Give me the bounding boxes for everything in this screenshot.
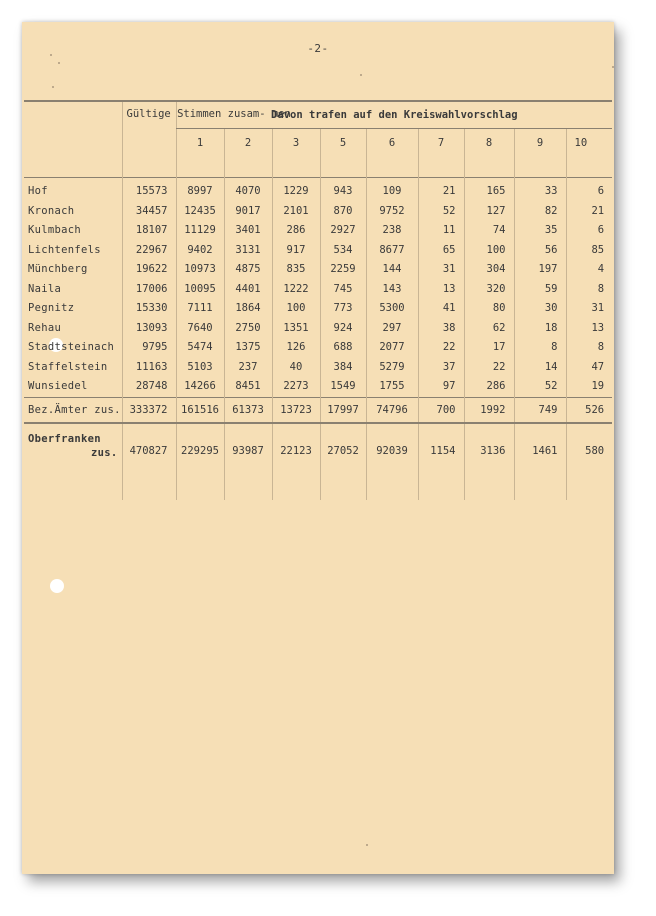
vote-count-cell: 8 xyxy=(566,280,612,300)
column-header: 7 xyxy=(418,129,464,178)
column-header: 6 xyxy=(366,129,418,178)
valid-votes-cell: 19622 xyxy=(122,260,176,280)
header-blank-cell xyxy=(24,101,122,129)
vote-count-cell: 229295 xyxy=(176,423,224,500)
paper-speck xyxy=(360,74,362,76)
district-name: Hof xyxy=(28,185,48,197)
vote-count-cell: 127 xyxy=(464,202,514,222)
valid-votes-cell: 18107 xyxy=(122,221,176,241)
vote-count-cell: 5279 xyxy=(366,358,418,378)
vote-count-cell: 526 xyxy=(566,397,612,423)
vote-count-cell: 31 xyxy=(418,260,464,280)
vote-count-cell: 9017 xyxy=(224,202,272,222)
table-row xyxy=(24,280,612,300)
vote-count-cell: 47 xyxy=(566,358,612,378)
vote-count-cell: 304 xyxy=(464,260,514,280)
vote-count-cell: 1461 xyxy=(514,423,566,500)
vote-count-cell: 17 xyxy=(464,338,514,358)
vote-count-cell: 2927 xyxy=(320,221,366,241)
vote-count-cell: 14266 xyxy=(176,377,224,397)
vote-count-cell: 21 xyxy=(418,182,464,202)
table-row xyxy=(24,299,612,319)
vote-count-cell: 165 xyxy=(464,182,514,202)
paper-speck xyxy=(366,844,368,846)
vote-count-cell: 97 xyxy=(418,377,464,397)
vote-count-cell: 1755 xyxy=(366,377,418,397)
grand-total-label-line1: Oberfranken xyxy=(28,432,101,445)
valid-votes-cell: 11163 xyxy=(122,358,176,378)
vote-count-cell: 8 xyxy=(514,338,566,358)
table-row xyxy=(24,358,612,378)
vote-count-cell: 143 xyxy=(366,280,418,300)
district-name: Lichtenfels xyxy=(28,243,101,256)
vote-count-cell: 12435 xyxy=(176,202,224,222)
paper-speck xyxy=(50,54,52,56)
grand-total-label xyxy=(24,423,122,500)
vote-count-cell: 100 xyxy=(272,299,320,319)
vote-count-cell: 2077 xyxy=(366,338,418,358)
vote-count-cell: 9402 xyxy=(176,241,224,261)
vote-count-cell: 870 xyxy=(320,202,366,222)
vote-count-cell: 22 xyxy=(418,338,464,358)
table-row xyxy=(24,221,612,241)
district-name: Naila xyxy=(28,282,62,295)
vote-count-cell: 85 xyxy=(566,241,612,261)
vote-count-cell: 4401 xyxy=(224,280,272,300)
table-row xyxy=(24,202,612,222)
vote-count-cell: 61373 xyxy=(224,397,272,423)
vote-count-cell: 286 xyxy=(272,221,320,241)
column-header: 9 xyxy=(514,129,566,178)
vote-count-cell: 286 xyxy=(464,377,514,397)
davon-header: Davon trafen auf den Kreiswahlvorschlag xyxy=(176,101,612,129)
vote-count-cell: 92039 xyxy=(366,423,418,500)
column-header: 8 xyxy=(464,129,514,178)
vote-count-cell: 4070 xyxy=(224,182,272,202)
vote-count-cell: 197 xyxy=(514,260,566,280)
subtotal-label: Bez.Ämter zus. xyxy=(24,397,122,423)
vote-count-cell: 773 xyxy=(320,299,366,319)
vote-count-cell: 93987 xyxy=(224,423,272,500)
vote-count-cell: 19 xyxy=(566,377,612,397)
vote-count-cell: 22123 xyxy=(272,423,320,500)
vote-count-cell: 41 xyxy=(418,299,464,319)
vote-count-cell: 56 xyxy=(514,241,566,261)
vote-count-cell: 22 xyxy=(464,358,514,378)
vote-count-cell: 52 xyxy=(514,377,566,397)
table-row xyxy=(24,260,612,280)
paper-speck xyxy=(612,66,614,68)
vote-count-cell: 11 xyxy=(418,221,464,241)
vote-count-cell: 534 xyxy=(320,241,366,261)
vote-count-cell: 1992 xyxy=(464,397,514,423)
vote-count-cell: 14 xyxy=(514,358,566,378)
vote-count-cell: 917 xyxy=(272,241,320,261)
grand-total-row xyxy=(24,423,612,500)
table-header-row xyxy=(24,101,612,129)
vote-count-cell: 38 xyxy=(418,319,464,339)
vote-count-cell: 74796 xyxy=(366,397,418,423)
column-number-row xyxy=(24,129,612,178)
vote-count-cell: 100 xyxy=(464,241,514,261)
vote-count-cell: 37 xyxy=(418,358,464,378)
vote-count-cell: 13 xyxy=(566,319,612,339)
district-name: Stadtsteinach xyxy=(28,341,115,353)
vote-count-cell: 40 xyxy=(272,358,320,378)
valid-votes-header: Gültige Stimmen zusam- men xyxy=(122,101,176,178)
vote-count-cell: 749 xyxy=(514,397,566,423)
vote-count-cell: 74 xyxy=(464,221,514,241)
district-name: Kulmbach xyxy=(28,224,81,236)
vote-count-cell: 943 xyxy=(320,182,366,202)
vote-count-cell: 835 xyxy=(272,260,320,280)
column-header: 1 xyxy=(176,129,224,178)
header-blank-cell xyxy=(24,129,122,178)
vote-count-cell: 13 xyxy=(418,280,464,300)
vote-count-cell: 13723 xyxy=(272,397,320,423)
column-header: 2 xyxy=(224,129,272,178)
table-row xyxy=(24,319,612,339)
vote-count-cell: 59 xyxy=(514,280,566,300)
vote-count-cell: 65 xyxy=(418,241,464,261)
vote-count-cell: 10095 xyxy=(176,280,224,300)
subtotal-row xyxy=(24,397,612,423)
valid-votes-cell: 9795 xyxy=(122,338,176,358)
valid-votes-cell: 13093 xyxy=(122,319,176,339)
district-name: Kronach xyxy=(28,204,75,217)
vote-count-cell: 109 xyxy=(366,182,418,202)
vote-count-cell: 6 xyxy=(566,182,612,202)
vote-count-cell: 2259 xyxy=(320,260,366,280)
vote-count-cell: 8997 xyxy=(176,182,224,202)
vote-count-cell: 11129 xyxy=(176,221,224,241)
vote-count-cell: 52 xyxy=(418,202,464,222)
vote-count-cell: 31 xyxy=(566,299,612,319)
vote-count-cell: 1864 xyxy=(224,299,272,319)
vote-count-cell: 5103 xyxy=(176,358,224,378)
district-name: Rehau xyxy=(28,321,62,334)
table-row xyxy=(24,377,612,397)
vote-count-cell: 8677 xyxy=(366,241,418,261)
vote-count-cell: 10973 xyxy=(176,260,224,280)
vote-count-cell: 27052 xyxy=(320,423,366,500)
valid-votes-cell: 15573 xyxy=(122,182,176,202)
vote-count-cell: 237 xyxy=(224,358,272,378)
vote-count-cell: 1154 xyxy=(418,423,464,500)
district-name: Münchberg xyxy=(28,263,88,275)
vote-count-cell: 297 xyxy=(366,319,418,339)
vote-count-cell: 1375 xyxy=(224,338,272,358)
vote-count-cell: 144 xyxy=(366,260,418,280)
vote-count-cell: 33 xyxy=(514,182,566,202)
vote-count-cell: 8 xyxy=(566,338,612,358)
vote-count-cell: 80 xyxy=(464,299,514,319)
vote-count-cell: 4875 xyxy=(224,260,272,280)
election-results-table xyxy=(24,100,612,500)
table-row xyxy=(24,182,612,202)
valid-votes-cell: 15330 xyxy=(122,299,176,319)
vote-count-cell: 2101 xyxy=(272,202,320,222)
vote-count-cell: 126 xyxy=(272,338,320,358)
vote-count-cell: 688 xyxy=(320,338,366,358)
vote-count-cell: 62 xyxy=(464,319,514,339)
vote-count-cell: 82 xyxy=(514,202,566,222)
valid-votes-cell: 28748 xyxy=(122,377,176,397)
district-name: Staffelstein xyxy=(28,360,108,373)
vote-count-cell: 2273 xyxy=(272,377,320,397)
vote-count-cell: 2750 xyxy=(224,319,272,339)
punch-hole xyxy=(50,579,64,593)
table-row xyxy=(24,338,612,358)
vote-count-cell: 1351 xyxy=(272,319,320,339)
vote-count-cell: 9752 xyxy=(366,202,418,222)
vote-count-cell: 161516 xyxy=(176,397,224,423)
vote-count-cell: 5300 xyxy=(366,299,418,319)
vote-count-cell: 320 xyxy=(464,280,514,300)
vote-count-cell: 18 xyxy=(514,319,566,339)
vote-count-cell: 700 xyxy=(418,397,464,423)
valid-votes-cell: 22967 xyxy=(122,241,176,261)
valid-votes-cell: 470827 xyxy=(122,423,176,500)
column-header: 10 xyxy=(566,129,612,178)
vote-count-cell: 30 xyxy=(514,299,566,319)
vote-count-cell: 1229 xyxy=(272,182,320,202)
vote-count-cell: 3401 xyxy=(224,221,272,241)
vote-count-cell: 35 xyxy=(514,221,566,241)
vote-count-cell: 745 xyxy=(320,280,366,300)
vote-count-cell: 5474 xyxy=(176,338,224,358)
vote-count-cell: 7111 xyxy=(176,299,224,319)
vote-count-cell: 238 xyxy=(366,221,418,241)
vote-count-cell: 8451 xyxy=(224,377,272,397)
valid-votes-cell: 34457 xyxy=(122,202,176,222)
valid-votes-cell: 333372 xyxy=(122,397,176,423)
table-row xyxy=(24,241,612,261)
vote-count-cell: 7640 xyxy=(176,319,224,339)
column-header: 5 xyxy=(320,129,366,178)
vote-count-cell: 4 xyxy=(566,260,612,280)
vote-count-cell: 580 xyxy=(566,423,612,500)
document-page xyxy=(22,22,614,874)
district-name: Pegnitz xyxy=(28,302,75,314)
vote-count-cell: 3136 xyxy=(464,423,514,500)
vote-count-cell: 1222 xyxy=(272,280,320,300)
vote-count-cell: 3131 xyxy=(224,241,272,261)
column-header: 3 xyxy=(272,129,320,178)
valid-votes-cell: 17006 xyxy=(122,280,176,300)
district-name: Wunsiedel xyxy=(28,380,88,392)
vote-count-cell: 17997 xyxy=(320,397,366,423)
vote-count-cell: 384 xyxy=(320,358,366,378)
vote-count-cell: 924 xyxy=(320,319,366,339)
vote-count-cell: 6 xyxy=(566,221,612,241)
vote-count-cell: 21 xyxy=(566,202,612,222)
grand-total-label-line2: zus. xyxy=(91,446,118,459)
page-number: -2- xyxy=(307,42,329,55)
vote-count-cell: 1549 xyxy=(320,377,366,397)
paper-speck xyxy=(58,62,60,64)
paper-speck xyxy=(52,86,54,88)
